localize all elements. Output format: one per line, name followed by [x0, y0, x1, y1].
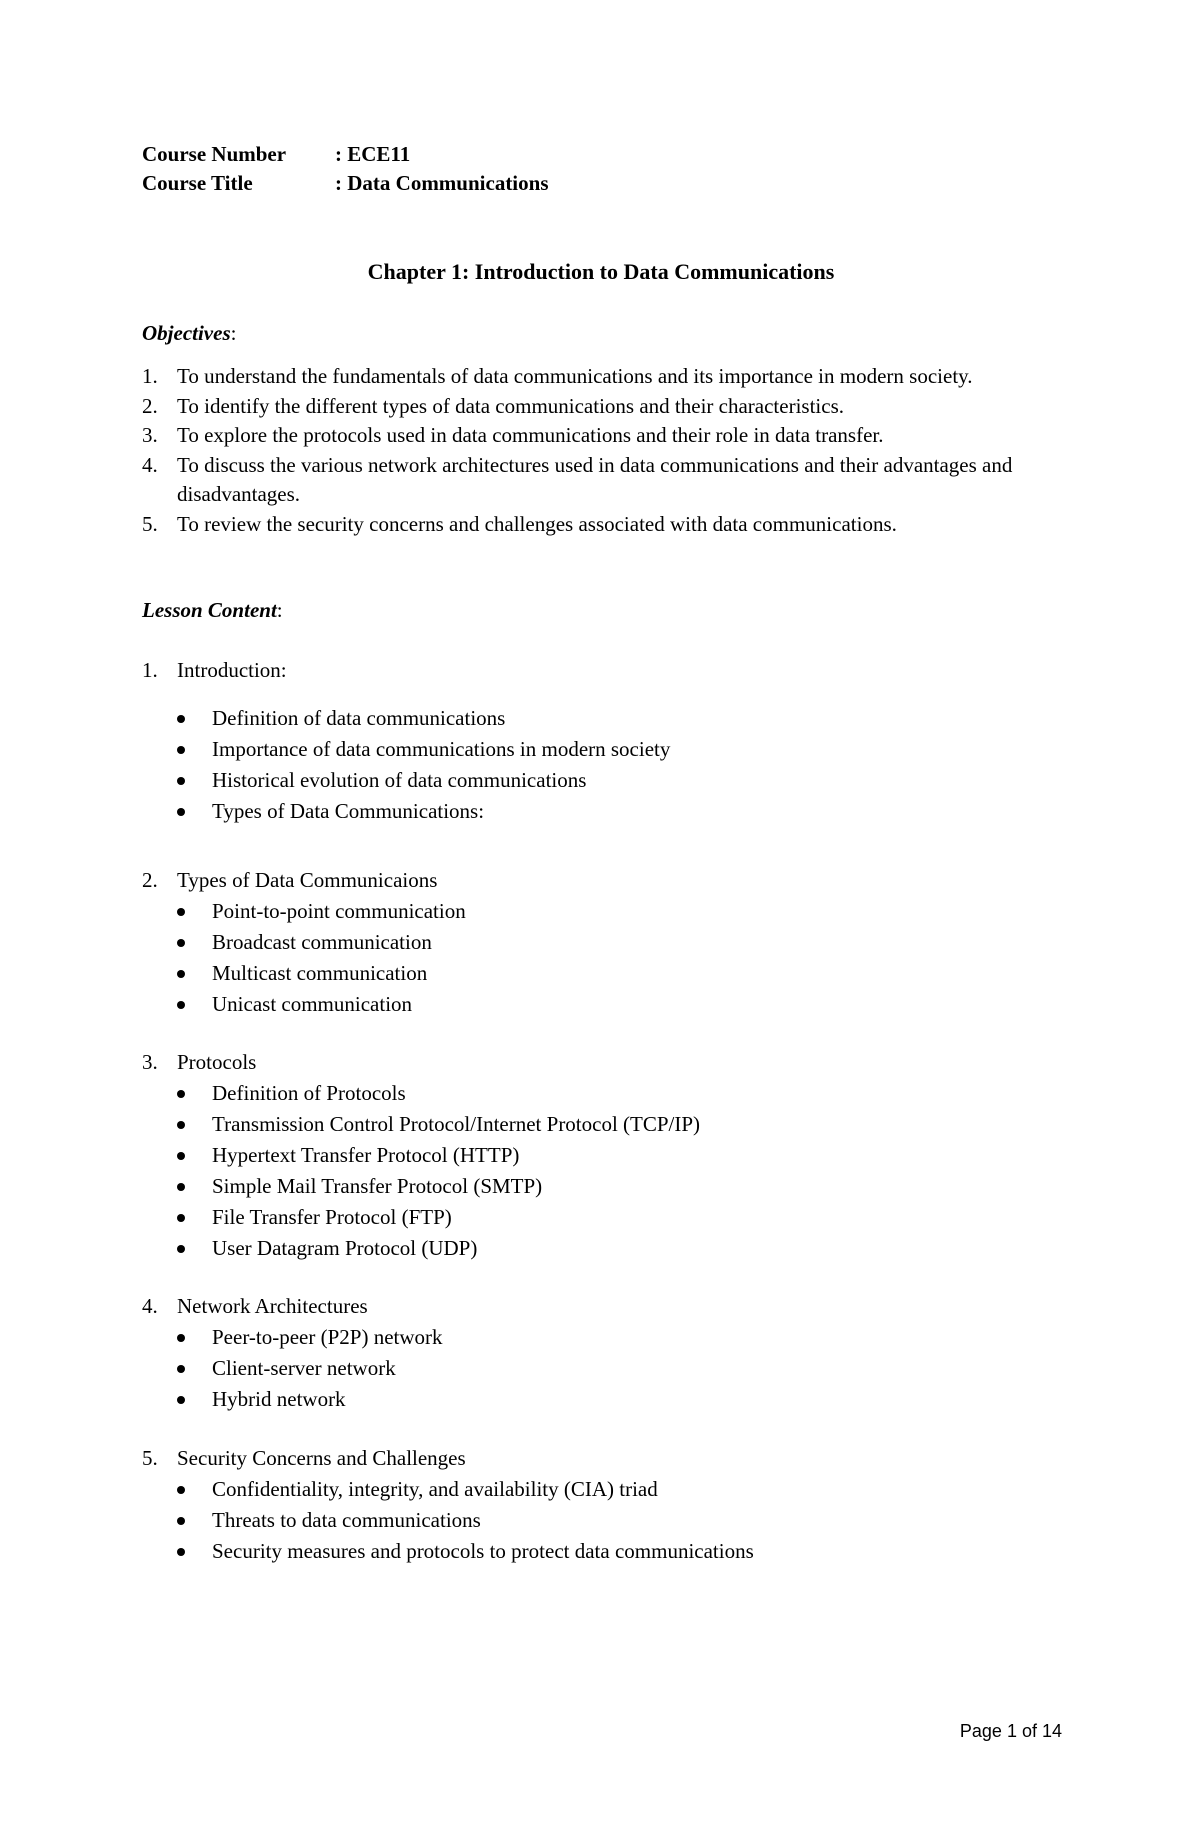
objectives-heading-colon: :: [230, 321, 237, 345]
lesson-section-types: [142, 865, 1072, 1020]
bullet-item: [142, 1140, 1072, 1171]
objective-item: [142, 451, 1072, 510]
lesson-section-title: [142, 655, 1072, 686]
bullet-text: User Datagram Protocol (UDP): [212, 1236, 478, 1260]
objective-text: To identify the different types of data communications and their characteristics.: [177, 393, 844, 418]
objective-item: [142, 421, 1072, 451]
bullet-item: [142, 1536, 1072, 1567]
bullet-item: [142, 1233, 1072, 1264]
course-title-value: : Data Communications: [335, 171, 549, 195]
bullet-text: Simple Mail Transfer Protocol (SMTP): [212, 1174, 543, 1198]
objective-item: [142, 392, 1072, 422]
bullet-item: [142, 1202, 1072, 1233]
course-title-label: Course Title: [142, 171, 253, 195]
objectives-list: [142, 362, 1072, 539]
bullet-text: Confidentiality, integrity, and availability (CIA) triad: [212, 1477, 658, 1501]
bullet-text: Peer-to-peer (P2P) network: [212, 1325, 443, 1349]
bullet-item: [142, 1078, 1072, 1109]
objective-item: [142, 510, 1072, 540]
lesson-section-number: 3.: [142, 1050, 158, 1074]
objective-number: 2.: [142, 393, 158, 418]
bullet-item: [142, 703, 1072, 734]
lesson-section-title: [142, 1443, 1072, 1474]
course-info: [142, 140, 549, 198]
bullet-item: [142, 896, 1072, 927]
bullet-item: [142, 1322, 1072, 1353]
bullet-text: Definition of Protocols: [212, 1081, 406, 1105]
bullet-text: Definition of data communications: [212, 706, 506, 730]
objective-text: To understand the fundamentals of data communications and its importance in modern society.: [177, 364, 973, 388]
bullet-item: [142, 796, 1072, 827]
bullet-icon: [177, 808, 185, 816]
lesson-section-title-text: Introduction:: [177, 658, 287, 682]
bullet-text: Hybrid network: [212, 1387, 346, 1411]
bullet-item: [142, 989, 1072, 1020]
page-number: Page 1 of 14: [959, 1721, 1062, 1741]
bullet-icon: [177, 1396, 185, 1404]
course-number-value: : ECE11: [335, 142, 411, 166]
lesson-section-protocols: [142, 1047, 1072, 1264]
bullet-icon: [177, 1517, 185, 1525]
bullet-icon: [177, 1486, 185, 1494]
bullet-item: [142, 734, 1072, 765]
lesson-section-title-text: Types of Data Communicaions: [177, 868, 438, 892]
objective-text: To review the security concerns and challenges associated with data communications.: [177, 511, 897, 536]
lesson-section-number: 2.: [142, 868, 158, 892]
lesson-bullet-list: [142, 896, 1072, 1020]
bullet-text: Security measures and protocols to protect data communications: [212, 1539, 754, 1563]
bullet-item: [142, 1505, 1072, 1536]
bullet-icon: [177, 746, 185, 754]
chapter-title-text: Chapter 1: Introduction to Data Communications: [367, 259, 835, 284]
bullet-text: Broadcast communication: [212, 930, 432, 954]
lesson-section-title-text: Protocols: [177, 1050, 257, 1074]
bullet-icon: [177, 1121, 185, 1129]
bullet-icon: [177, 715, 185, 723]
lesson-section-number: 4.: [142, 1294, 158, 1318]
bullet-item: [142, 1171, 1072, 1202]
bullet-icon: [177, 1152, 185, 1160]
bullet-text: File Transfer Protocol (FTP): [212, 1205, 452, 1229]
bullet-text: Types of Data Communications:: [212, 799, 485, 823]
bullet-text: Client-server network: [212, 1356, 396, 1380]
bullet-item: [142, 1353, 1072, 1384]
lesson-section-title-text: Security Concerns and Challenges: [177, 1446, 466, 1470]
bullet-item: [142, 958, 1072, 989]
objective-text: To explore the protocols used in data communications and their role in data transfer.: [177, 423, 884, 447]
bullet-item: [142, 1474, 1072, 1505]
bullet-icon: [177, 1214, 185, 1222]
objective-item: [142, 362, 1072, 392]
objective-number: 1.: [142, 364, 158, 388]
lesson-section-number: 5.: [142, 1446, 158, 1470]
course-number-row: [142, 140, 549, 169]
course-number-label: Course Number: [142, 142, 287, 166]
bullet-text: Multicast communication: [212, 961, 428, 985]
objectives-heading: [142, 318, 236, 349]
spacer: [142, 686, 1072, 703]
objective-number: 3.: [142, 423, 158, 447]
lesson-section-network-architectures: [142, 1291, 1072, 1415]
lesson-bullet-list: [142, 1322, 1072, 1415]
lesson-section-introduction: [142, 655, 1072, 827]
objective-text: To discuss the various network architectures used in data communications and their advantages and disadvantages.: [177, 452, 1013, 506]
bullet-icon: [177, 1183, 185, 1191]
lesson-content-heading-colon: :: [276, 598, 283, 622]
bullet-icon: [177, 970, 185, 978]
objective-number: 5.: [142, 511, 158, 536]
bullet-text: Point-to-point communication: [212, 899, 466, 923]
bullet-icon: [177, 1001, 185, 1009]
bullet-text: Historical evolution of data communications: [212, 768, 587, 792]
bullet-icon: [177, 1245, 185, 1253]
course-title-row: [142, 169, 549, 198]
bullet-icon: [177, 1548, 185, 1556]
lesson-section-title: [142, 1291, 1072, 1322]
bullet-icon: [177, 939, 185, 947]
lesson-content-heading: [142, 595, 283, 626]
objective-number: 4.: [142, 452, 158, 477]
bullet-text: Hypertext Transfer Protocol (HTTP): [212, 1143, 520, 1167]
lesson-section-title-text: Network Architectures: [177, 1294, 368, 1318]
bullet-text: Importance of data communications in modern society: [212, 737, 671, 761]
lesson-bullet-list: [142, 703, 1072, 827]
chapter-title: [0, 256, 1200, 287]
bullet-text: Threats to data communications: [212, 1508, 481, 1532]
bullet-icon: [177, 777, 185, 785]
bullet-item: [142, 765, 1072, 796]
bullet-text: Unicast communication: [212, 992, 413, 1016]
bullet-item: [142, 1384, 1072, 1415]
objectives-heading-text: Objectives: [142, 321, 231, 345]
lesson-section-title: [142, 865, 1072, 896]
bullet-item: [142, 1109, 1072, 1140]
lesson-section-number: 1.: [142, 658, 158, 682]
bullet-icon: [177, 1090, 185, 1098]
bullet-text: Transmission Control Protocol/Internet Protocol (TCP/IP): [212, 1112, 701, 1136]
bullet-item: [142, 927, 1072, 958]
lesson-section-title: [142, 1047, 1072, 1078]
bullet-icon: [177, 1334, 185, 1342]
bullet-icon: [177, 908, 185, 916]
lesson-bullet-list: [142, 1474, 1072, 1567]
bullet-icon: [177, 1365, 185, 1373]
lesson-bullet-list: [142, 1078, 1072, 1264]
lesson-section-security: [142, 1443, 1072, 1567]
lesson-content-heading-text: Lesson Content: [142, 598, 277, 622]
